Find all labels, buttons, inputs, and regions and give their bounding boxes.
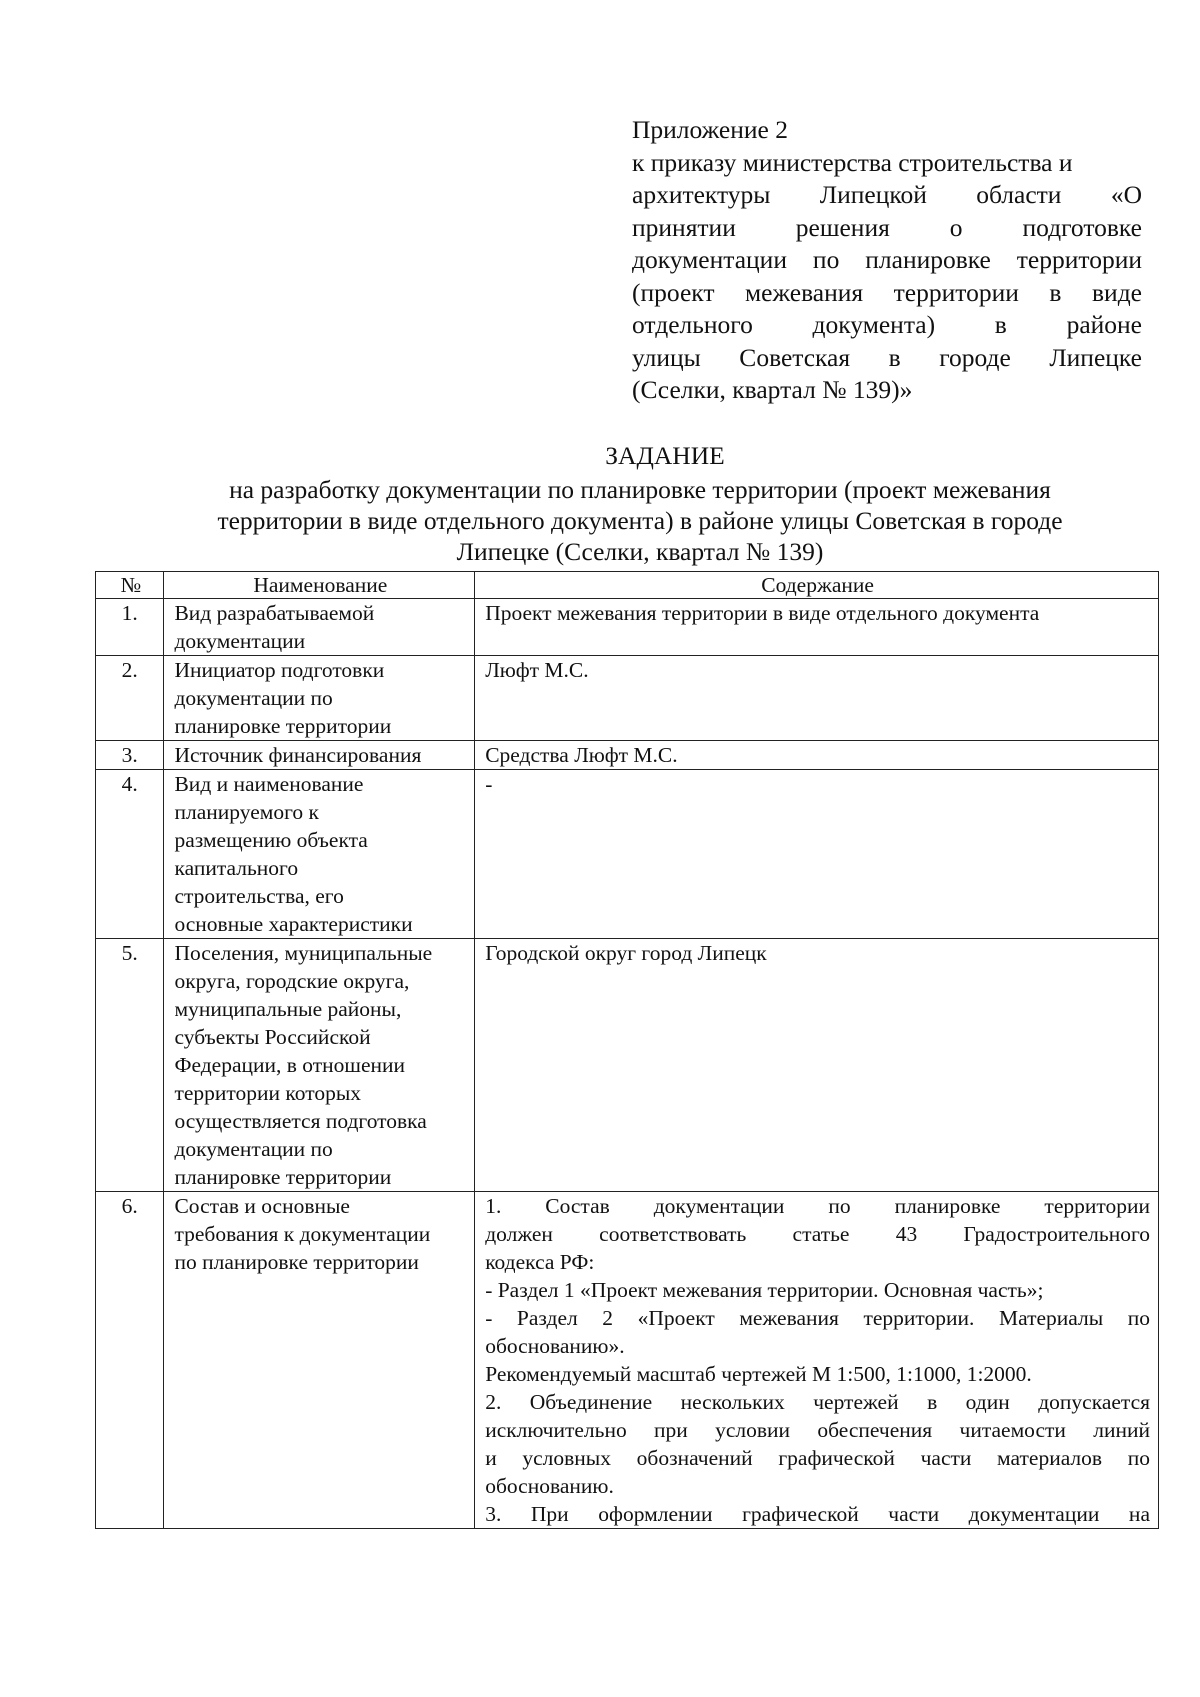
header-content: Содержание	[475, 572, 1159, 599]
subtitle-line: на разработку документации по планировке территории (проект межевания	[229, 475, 1051, 504]
content-line: кодекса РФ:	[485, 1250, 595, 1274]
row-number: 2.	[96, 656, 164, 741]
content-line: Городской округ город Липецк	[485, 941, 767, 965]
row-content	[475, 939, 1159, 1192]
content-line: 1. Состав документации по планировке территории	[485, 1194, 1150, 1218]
row-content	[475, 741, 1159, 770]
row-content	[475, 770, 1159, 939]
appendix-block	[632, 114, 1142, 407]
name-line: Состав и основные	[174, 1194, 350, 1218]
row-number: 3.	[96, 741, 164, 770]
row-content	[475, 656, 1159, 741]
row-number: 1.	[96, 599, 164, 656]
subtitle-line: Липецке (Сселки, квартал № 139)	[456, 537, 824, 566]
table-row	[96, 1192, 1159, 1529]
content-line: - Раздел 2 «Проект межевания территории. Материалы по	[485, 1306, 1150, 1330]
content-line: Люфт М.С.	[485, 658, 589, 682]
content-line: и условных обозначений графической части материалов по	[485, 1446, 1150, 1470]
name-line: документации по	[174, 686, 333, 710]
row-name	[164, 1192, 475, 1529]
table-row	[96, 770, 1159, 939]
row-content	[475, 599, 1159, 656]
name-line: строительства, его	[174, 884, 344, 908]
name-line: муниципальные районы,	[174, 997, 402, 1021]
document-subtitle	[150, 474, 1130, 567]
appendix-line: отдельного документа) в районе	[632, 310, 1142, 339]
table-row	[96, 741, 1159, 770]
appendix-line: документации по планировке территории	[632, 245, 1142, 274]
row-name	[164, 770, 475, 939]
appendix-line: (проект межевания территории в виде	[632, 277, 1142, 307]
row-name	[164, 656, 475, 741]
name-line: по планировке территории	[174, 1250, 419, 1274]
content-line: - Раздел 1 «Проект межевания территории. Основная часть»;	[485, 1278, 1044, 1302]
name-line: основные характеристики	[174, 912, 413, 936]
content-line: 3. При оформлении графической части документации на	[485, 1502, 1150, 1526]
table-row	[96, 599, 1159, 656]
row-content	[475, 1192, 1159, 1529]
table-row	[96, 656, 1159, 741]
row-name	[164, 599, 475, 656]
name-line: документации	[174, 629, 306, 653]
content-line: Средства Люфт М.С.	[485, 743, 678, 767]
name-line: Поселения, муниципальные	[174, 941, 433, 965]
content-line: Проект межевания территории в виде отдельного документа	[485, 601, 1040, 625]
name-line: планируемого к	[174, 800, 319, 824]
row-number: 4.	[96, 770, 164, 939]
name-line: субъекты Российской	[174, 1025, 371, 1049]
appendix-line: (Сселки, квартал № 139)»	[632, 375, 913, 404]
name-line: планировке территории	[174, 1165, 392, 1189]
appendix-line: к приказу министерства строительства и	[632, 147, 1073, 177]
name-line: капитального	[174, 856, 299, 880]
table-body	[96, 599, 1159, 1529]
name-line: Федерации, в отношении	[174, 1053, 406, 1077]
header-name: Наименование	[164, 572, 475, 599]
row-name	[164, 741, 475, 770]
name-line: требования к документации	[174, 1222, 431, 1246]
content-line: обоснованию.	[485, 1474, 614, 1498]
table-row	[96, 939, 1159, 1192]
appendix-line: принятии решения о подготовке	[632, 212, 1142, 242]
name-line: Вид и наименование	[174, 772, 364, 796]
name-line: документации по	[174, 1137, 333, 1161]
row-number: 5.	[96, 939, 164, 1192]
content-line: должен соответствовать статье 43 Градостроительного	[485, 1222, 1150, 1246]
content-line: обоснованию».	[485, 1334, 625, 1358]
content-line: исключительно при условии обеспечения читаемости линий	[485, 1418, 1150, 1442]
row-name	[164, 939, 475, 1192]
document-title: ЗАДАНИЕ	[605, 441, 725, 470]
content-line: 2. Объединение нескольких чертежей в один допускается	[485, 1390, 1150, 1414]
name-line: Инициатор подготовки	[174, 658, 385, 682]
task-table	[95, 571, 1159, 1529]
content-line: Рекомендуемый масштаб чертежей М 1:500, 1:1000, 1:2000.	[485, 1362, 1032, 1386]
subtitle-line: территории в виде отдельного документа) в районе улицы Советская в городе	[217, 506, 1063, 535]
appendix-line: архитектуры Липецкой области «О	[632, 180, 1142, 209]
name-line: планировке территории	[174, 714, 392, 738]
name-line: осуществляется подготовка	[174, 1109, 427, 1133]
header-number: №	[96, 572, 164, 599]
table-header-row	[96, 572, 1159, 599]
appendix-line: улицы Советская в городе Липецке	[632, 342, 1142, 372]
name-line: территории которых	[174, 1081, 362, 1105]
name-line: Вид разрабатываемой	[174, 601, 375, 625]
name-line: Источник финансирования	[174, 743, 422, 767]
name-line: размещению объекта	[174, 828, 368, 852]
appendix-line: Приложение 2	[632, 115, 788, 144]
row-number: 6.	[96, 1192, 164, 1529]
name-line: округа, городские округа,	[174, 969, 410, 993]
content-line: -	[485, 772, 493, 796]
